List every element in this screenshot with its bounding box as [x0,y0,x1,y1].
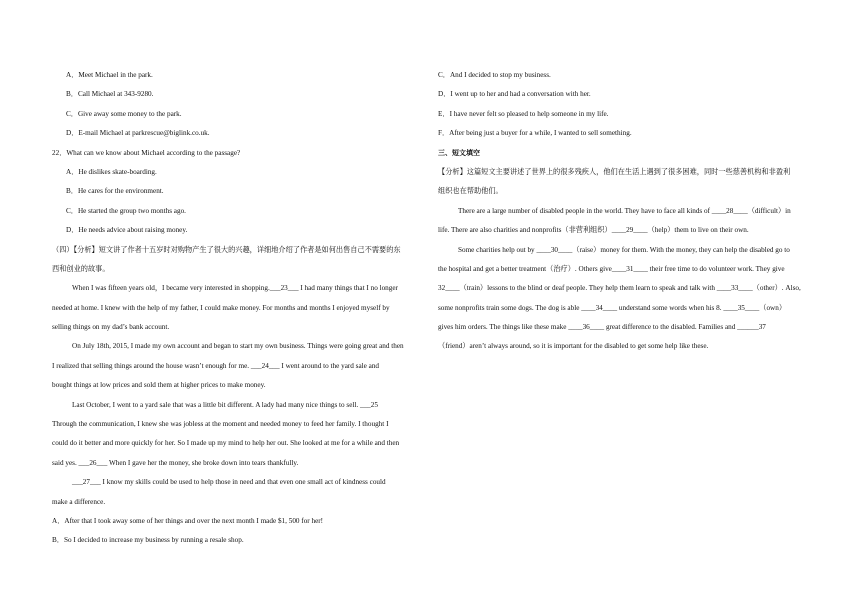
q22-option-d: D．He needs advice about raising money. [66,226,188,235]
q21-option-a: A．Meet Michael in the park. [66,71,153,79]
q22-stem: 22．What can we know about Michael according to the passage? [52,148,241,157]
passage-p1-line3: selling things on my dad’s bank account. [52,323,170,332]
fill-p2-line6: （friend）aren’t always around, so it is important for the disabled to get some help like these. [438,342,709,351]
passage-p4-line1: ___27___ I know my skills could be used to help those in need and that even one small act of kindness could [72,478,386,487]
passage-p3-line4: said yes. ___26___ When I gave her the money, she broke down into tears thankfully. [52,458,299,467]
passage-p1-line2: needed at home. I knew with the help of my father, I could make money. For months and months I enjoyed myself by [52,303,390,312]
right-column [438,66,810,357]
passage-p4-line2: make a difference. [52,497,106,506]
q21-option-d: D．E-mail Michael at parkrescue@biglink.co.uk. [66,129,210,138]
passage-p3-line3: could do it better and more quickly for her. So I made up my mind to help her out. She looked at me for a while and then [52,439,400,448]
passage-p2-line2: I realized that selling things around the house wasn’t enough for me. ___24___ I went around to the yard sale and [52,361,380,370]
fill-p1-line2: life. There are also charities and nonprofits（非营利组织）____29____（help）them to live on their own. [438,226,749,235]
choice-e: E．I have never felt so pleased to help someone in my life. [438,109,609,118]
fill-p2-line3: 32____（train）lessons to the blind or deaf people. They help them learn to speak and talk with ____33____（other）. Also, [438,284,801,293]
q21-option-c: C．Give away some money to the park. [66,109,182,118]
fill-p2-line4: some nonprofits train some dogs. The dog is able ____34____ understand some words when his 8. ____35____（own） [438,303,787,312]
passage-p3-line2: Through the communication, I knew she was jobless at the moment and needed money to feed her family. I thought I [52,420,389,429]
passage-p3-line1: Last October, I went to a yard sale that was a little bit different. A lady had many nice things to sell. ___25 [72,400,378,409]
choice-a: A．After that I took away some of her things and over the next month I made $1, 500 for her! [52,516,324,525]
q22-option-c: C．He started the group two months ago. [66,206,186,215]
section3-analysis-line2: 组织也在帮助他们。 [438,187,503,196]
section4-analysis-line2: 西和创业的故事。 [52,264,110,273]
fill-p2-line2: the hospital and get a better treatment（治疗）. Others give____31____ their free time to do volunteer work. They give [438,264,785,273]
section3-analysis-line1: 【分析】这篇短文主要讲述了世界上的很多残疾人，他们在生活上遇到了很多困难，同时一些慈善机构和非盈利 [438,167,791,176]
section4-analysis-line1: （四）【分析】短文讲了作者十五岁时对购物产生了很大的兴趣，详细地介绍了作者是如何出售自己不需要的东 [52,245,401,254]
q21-option-b: B．Call Michael at 343-9280. [66,90,154,99]
fill-p1-line1: There are a large number of disabled people in the world. They have to face all kinds of ____28____（difficult）in [458,206,791,215]
fill-p2-line5: gives him orders. The things like these make ____36____ great difference to the disabled. Families and ______37 [438,323,766,332]
section3-heading: 三、短文填空 [438,148,480,157]
passage-p1-line1: When I was fifteen years old，I became very interested in shopping.___23___ I had many things that I no longer [72,284,398,293]
q22-option-b: B．He cares for the environment. [66,187,164,196]
choice-b: B．So I decided to increase my business by running a resale shop. [52,536,244,545]
fill-p2-line1: Some charities help out by ____30____（raise）money for them. With the money, they can help the disabled go to [458,245,790,254]
q22-option-a: A．He dislikes skate-boarding. [66,167,157,176]
choice-f: F．After being just a buyer for a while, I wanted to sell something. [438,129,632,138]
left-column [52,66,422,551]
passage-p2-line1: On July 18th, 2015, I made my own account and began to start my own business. Things were going great and then [72,342,404,351]
passage-p2-line3: bought things at low prices and sold them at higher prices to make money. [52,381,266,390]
choice-d: D．I went up to her and had a conversation with her. [438,90,591,99]
choice-c: C．And I decided to stop my business. [438,71,551,79]
